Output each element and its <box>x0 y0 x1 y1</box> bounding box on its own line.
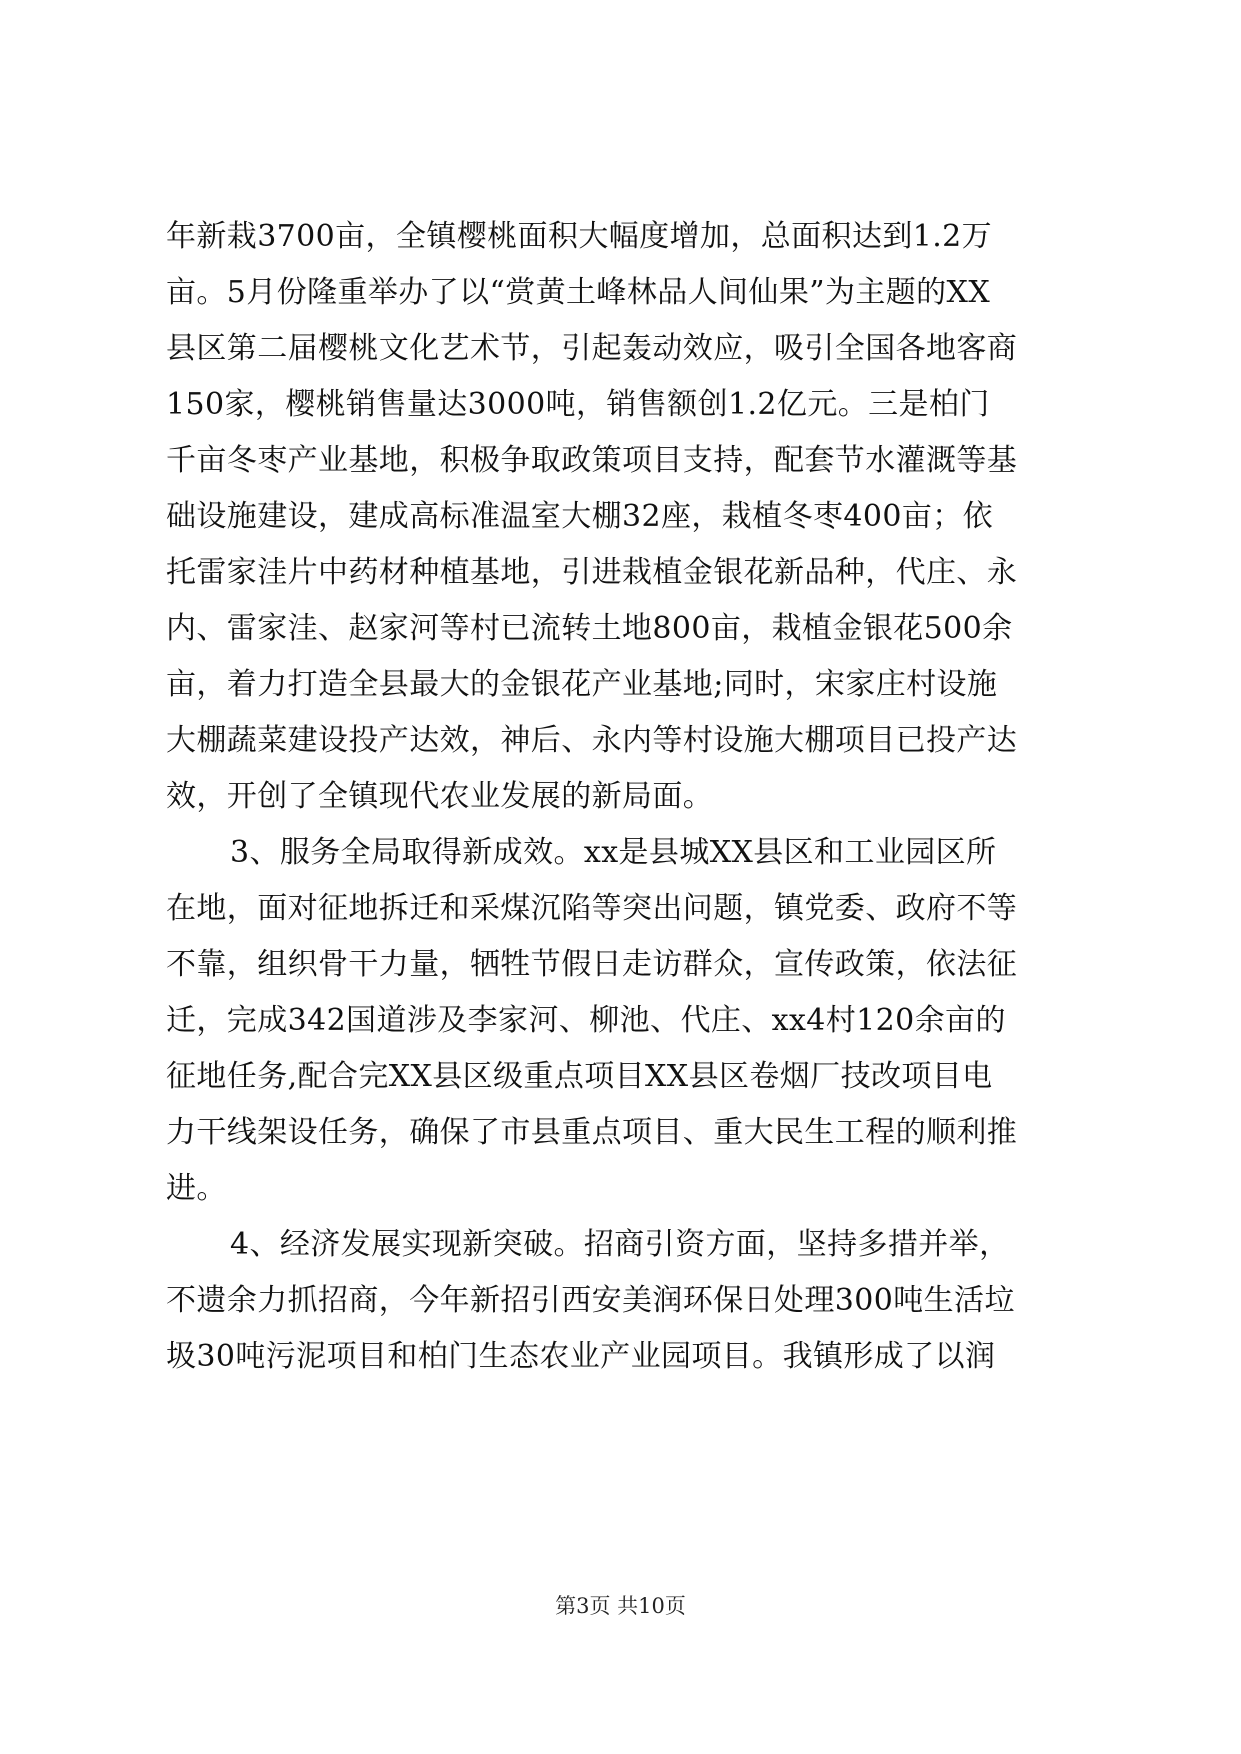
text-line: 础设施建设，建成高标准温室大棚32座，栽植冬枣400亩；依 <box>166 499 994 534</box>
text-line: 托雷家洼片中药材种植基地，引进栽植金银花新品种，代庄、永 <box>166 555 1018 590</box>
paragraph-start-line: 4、经济发展实现新突破。招商引资方面，坚持多措并举， <box>230 1227 1010 1262</box>
text-line: 圾30吨污泥项目和柏门生态农业产业园项目。我镇形成了以润 <box>166 1339 996 1374</box>
page-number: 第3页 共10页 <box>555 1594 686 1618</box>
page-footer <box>0 1590 1241 1620</box>
text-line: 效，开创了全镇现代农业发展的新局面。 <box>166 779 714 814</box>
text-line: 千亩冬枣产业基地，积极争取政策项目支持，配套节水灌溉等基 <box>166 443 1018 478</box>
text-line: 力干线架设任务，确保了市县重点项目、重大民生工程的顺利推 <box>166 1115 1018 1150</box>
text-line: 亩。5月份隆重举办了以“赏黄土峰林品人间仙果”为主题的XX <box>166 275 991 310</box>
paragraph-start-line: 3、服务全局取得新成效。xx是县城XX县区和工业园区所 <box>230 835 997 870</box>
text-line: 年新栽3700亩，全镇樱桃面积大幅度增加，总面积达到1.2万 <box>166 219 993 254</box>
text-line: 进。 <box>166 1171 227 1206</box>
text-line: 县区第二届樱桃文化艺术节，引起轰动效应，吸引全国各地客商 <box>166 331 1018 366</box>
text-line: 150家，樱桃销售量达3000吨，销售额创1.2亿元。三是柏门 <box>166 387 990 422</box>
document-body <box>166 209 1076 1385</box>
text-line: 亩，着力打造全县最大的金银花产业基地;同时，宋家庄村设施 <box>166 667 998 702</box>
text-line: 内、雷家洼、赵家河等村已流转土地800亩，栽植金银花500余 <box>166 611 1013 646</box>
text-line: 在地，面对征地拆迁和采煤沉陷等突出问题，镇党委、政府不等 <box>166 891 1018 926</box>
text-line: 征地任务,配合完XX县区级重点项目XX县区卷烟厂技改项目电 <box>166 1059 993 1094</box>
text-line: 不靠，组织骨干力量，牺牲节假日走访群众，宣传政策，依法征 <box>166 947 1018 982</box>
text-line: 迁，完成342国道涉及李家河、柳池、代庄、xx4村120余亩的 <box>166 1003 1006 1038</box>
text-line: 不遗余力抓招商，今年新招引西安美润环保日处理300吨生活垃 <box>166 1283 1015 1318</box>
text-line: 大棚蔬菜建设投产达效，神后、永内等村设施大棚项目已投产达 <box>166 723 1018 758</box>
